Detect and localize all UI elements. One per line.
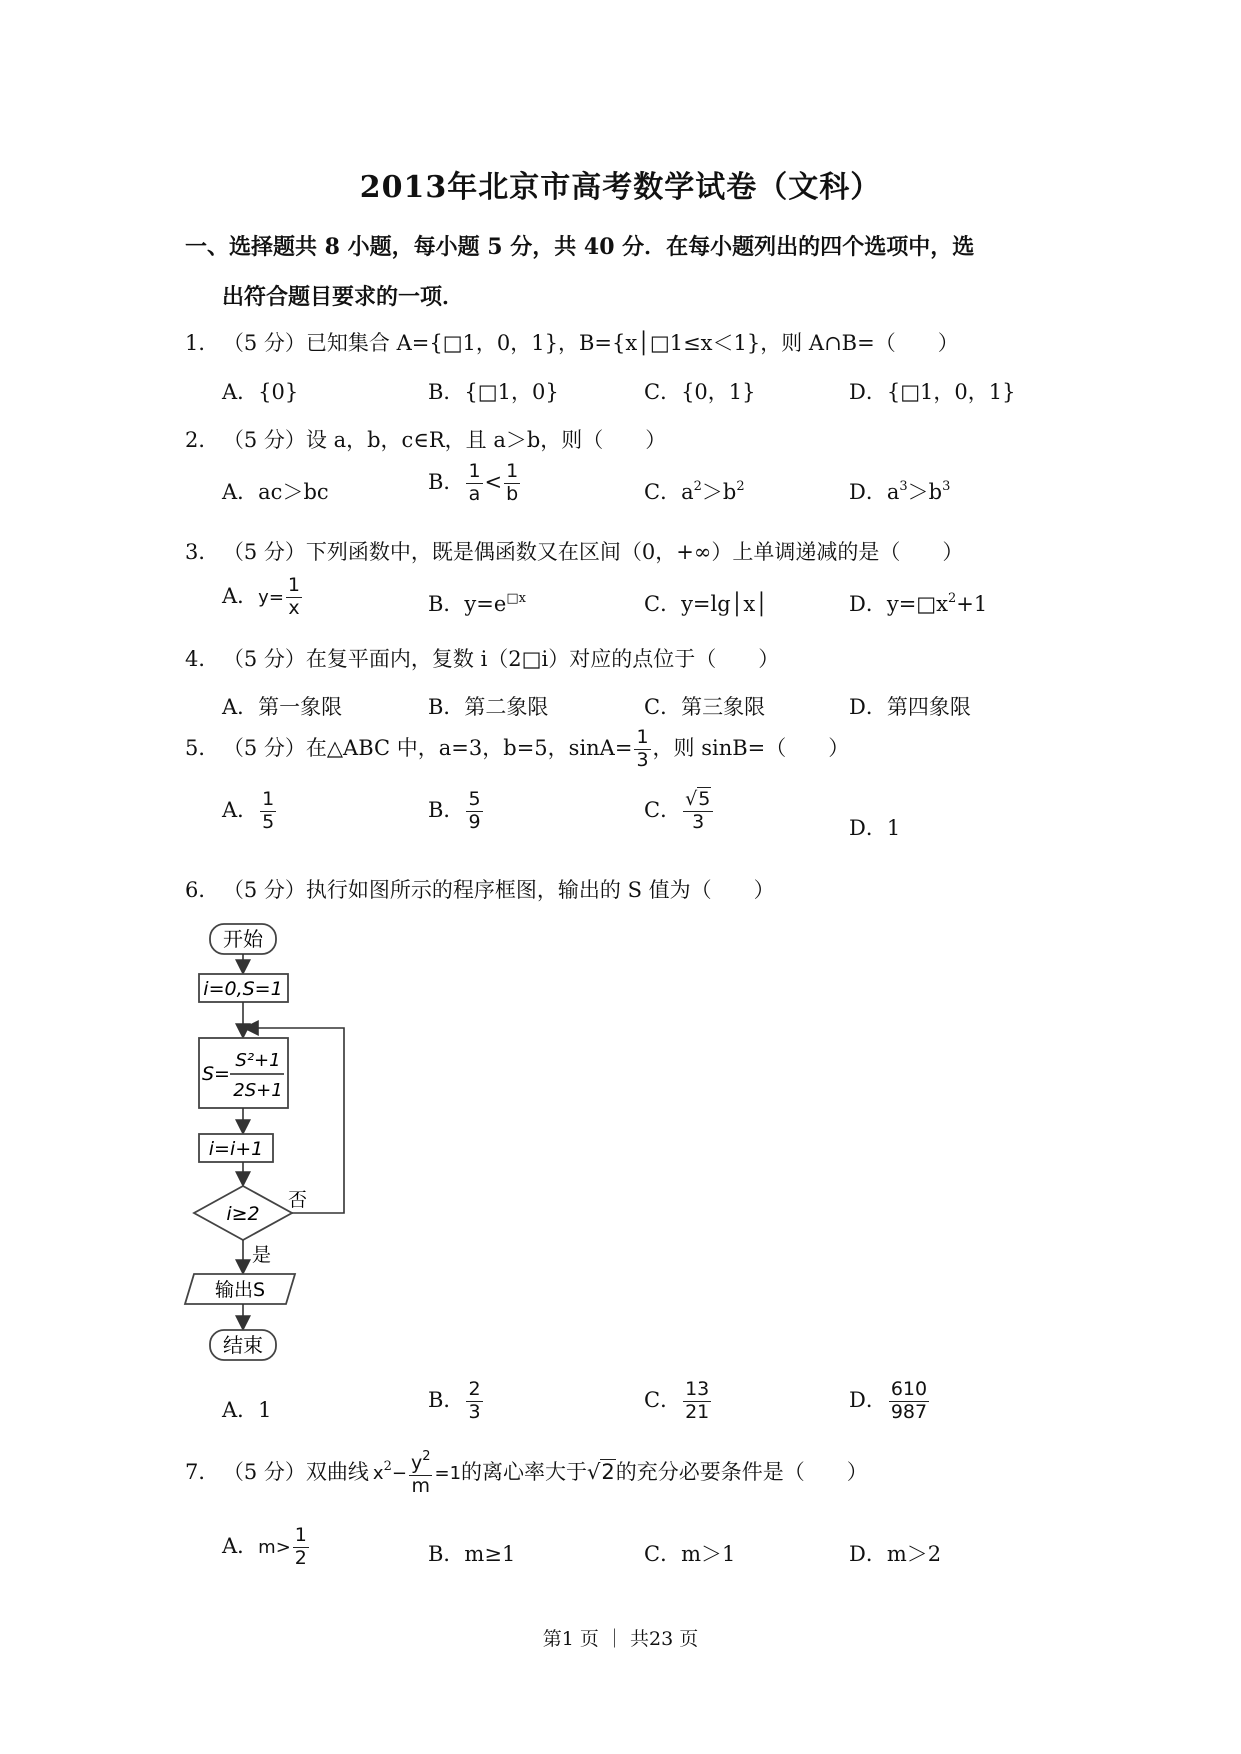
numerator: 1 <box>287 574 300 596</box>
question-text: （5 分）已知集合 A={□1，0，1}，B={x│□1≤x＜1}，则 A∩B=（ ） <box>233 331 959 355</box>
option-label: B． <box>428 469 465 494</box>
q1-option-d: D．{□1，0，1} <box>849 380 1016 404</box>
fraction <box>466 1380 482 1423</box>
q7-option-c: C．m＞1 <box>644 1542 736 1566</box>
numerator: 1 <box>262 788 275 810</box>
flow-end-label: 结束 <box>223 1333 263 1357</box>
denominator: 5 <box>262 810 275 833</box>
q6-option-c <box>644 1380 713 1423</box>
exponent: □x <box>506 591 526 606</box>
fraction <box>889 1380 929 1423</box>
denominator: 2 <box>294 1546 307 1569</box>
question-text: （5 分）双曲线 <box>233 1459 369 1484</box>
q5-option-b <box>428 790 485 833</box>
flow-start-label: 开始 <box>223 927 263 951</box>
math-operator: − <box>391 1462 407 1484</box>
question-text: （5 分）在复平面内，复数 i（2□i）对应的点位于（ ） <box>233 647 780 671</box>
q3-option-b <box>428 588 526 618</box>
exponent: 2 <box>693 479 702 494</box>
exponent: 2 <box>383 1458 392 1474</box>
option-text: D．a <box>849 480 900 504</box>
math-term: x <box>372 1462 384 1484</box>
q3-option-a <box>222 576 304 619</box>
radicand: 2 <box>601 1459 615 1484</box>
option-text: y= <box>258 586 284 608</box>
q2-option-d <box>849 476 950 506</box>
fraction <box>260 790 276 833</box>
q3-option-c: C．y=lg│x│ <box>644 592 768 616</box>
page-title: 2013年北京市高考数学试卷（文科） <box>359 170 882 205</box>
numerator <box>409 1450 433 1476</box>
q4-option-b: B．第二象限 <box>428 695 549 719</box>
question-text: （5 分）在△ABC 中，a=3，b=5，sinA= <box>233 735 633 760</box>
q7-option-a <box>222 1526 311 1569</box>
q5-option-c <box>644 790 715 833</box>
denominator: 21 <box>685 1400 710 1423</box>
relation: < <box>484 469 503 494</box>
flow-update-numerator: S²+1 <box>235 1050 281 1071</box>
option-label: C． <box>644 1387 682 1412</box>
fraction <box>634 728 650 771</box>
option-text: C．a <box>644 480 694 504</box>
numerator: 5 <box>468 788 481 810</box>
question-text: （5 分）设 a，b，c∈R，且 a＞b，则（ ） <box>233 428 667 452</box>
q4-option-d: D．第四象限 <box>849 695 971 719</box>
question-7 <box>185 1450 868 1497</box>
exponent: 2 <box>422 1449 431 1464</box>
option-text: ＞b <box>907 480 943 504</box>
option-text: +1 <box>956 592 988 616</box>
section-heading-line2: 出符合题目要求的一项． <box>222 284 465 310</box>
question-4 <box>185 643 779 673</box>
q1-option-a: A．{0} <box>222 380 299 404</box>
program-flowchart <box>180 920 380 1372</box>
option-label: A． <box>222 797 259 822</box>
flow-update-lhs: S= <box>202 1063 230 1085</box>
sqrt-expression: √2 <box>587 1459 615 1484</box>
question-text: 的充分必要条件是（ ） <box>615 1459 868 1484</box>
q6-option-b <box>428 1380 485 1423</box>
math-equals: =1 <box>434 1462 462 1484</box>
option-label: B． <box>428 1387 465 1412</box>
question-1 <box>185 327 959 357</box>
fraction <box>683 790 713 833</box>
q7-option-b: B．m≥1 <box>428 1542 516 1566</box>
q1-option-b: B．{□1，0} <box>428 380 559 404</box>
flow-update-denominator: 2S+1 <box>233 1080 283 1101</box>
q6-option-a: A．1 <box>222 1398 272 1422</box>
flow-init-label: i=0,S=1 <box>203 978 283 1000</box>
q2-option-a: A．ac＞bc <box>222 480 329 504</box>
option-text: m> <box>258 1536 291 1558</box>
option-label: A． <box>222 1533 259 1558</box>
denominator: 3 <box>692 810 705 833</box>
option-text: D．y=□x <box>849 592 948 616</box>
fraction <box>466 462 482 505</box>
q2-option-b <box>428 462 522 505</box>
exponent: 2 <box>736 479 745 494</box>
page-footer: 第1 页 ｜ 共23 页 <box>542 1628 699 1650</box>
section-heading-line1: 一、选择题共 8 小题，每小题 5 分，共 40 分．在每小题列出的四个选项中，选 <box>185 234 975 260</box>
q6-option-d <box>849 1380 931 1423</box>
exponent: 2 <box>947 591 957 606</box>
question-text: ，则 sinB=（ ） <box>652 735 850 760</box>
question-5 <box>185 728 849 771</box>
numerator: 2 <box>468 1378 481 1400</box>
numerator-base: y <box>410 1452 423 1474</box>
flow-increment-label: i=i+1 <box>208 1138 264 1160</box>
option-text: ＞b <box>701 480 737 504</box>
numerator: √5 <box>683 790 713 812</box>
question-text: （5 分）执行如图所示的程序框图，输出的 S 值为（ ） <box>233 878 775 902</box>
denominator: x <box>288 596 300 619</box>
question-6 <box>185 874 775 904</box>
radicand: 5 <box>698 788 711 810</box>
denominator: a <box>468 482 481 505</box>
option-label: A． <box>222 583 259 608</box>
question-3 <box>185 536 963 566</box>
denominator: b <box>506 482 519 505</box>
question-number: 4． <box>185 647 220 671</box>
q4-option-a: A．第一象限 <box>222 695 343 719</box>
fraction <box>409 1450 433 1497</box>
flow-decision-label: i≥2 <box>226 1203 260 1225</box>
fraction <box>293 1526 309 1569</box>
q7-option-d: D．m＞2 <box>849 1542 942 1566</box>
question-number: 6． <box>185 878 220 902</box>
denominator: 987 <box>890 1400 928 1423</box>
numerator: 1 <box>468 460 481 482</box>
q2-option-c <box>644 476 745 506</box>
question-text: 的离心率大于 <box>461 1459 588 1484</box>
flow-yes-label: 是 <box>252 1244 272 1266</box>
flow-output-label: 输出S <box>214 1279 266 1301</box>
numerator: 1 <box>506 460 519 482</box>
numerator: 610 <box>890 1378 928 1400</box>
question-number: 7． <box>185 1459 220 1484</box>
question-number: 3． <box>185 540 220 564</box>
denominator: m <box>411 1474 430 1497</box>
q3-option-d <box>849 588 987 618</box>
flow-no-label: 否 <box>288 1189 308 1211</box>
q5-option-a <box>222 790 278 833</box>
denominator: 9 <box>468 810 481 833</box>
q1-option-c: C．{0，1} <box>644 380 756 404</box>
fraction <box>466 790 482 833</box>
question-text: （5 分）下列函数中，既是偶函数又在区间（0，+∞）上单调递减的是（ ） <box>233 540 964 564</box>
question-number: 5． <box>185 735 220 760</box>
question-number: 2． <box>185 428 220 452</box>
option-label: B． <box>428 797 465 822</box>
q5-option-d: D．1 <box>849 816 901 840</box>
question-2 <box>185 424 666 454</box>
option-label: C． <box>644 797 682 822</box>
question-number: 1． <box>185 331 220 355</box>
fraction <box>286 576 302 619</box>
exponent: 3 <box>942 479 951 494</box>
numerator: 1 <box>636 726 649 748</box>
denominator: 3 <box>468 1400 481 1423</box>
numerator: 1 <box>294 1524 307 1546</box>
q4-option-c: C．第三象限 <box>644 695 766 719</box>
option-label: D． <box>849 1387 887 1412</box>
fraction <box>683 1380 711 1423</box>
exponent: 3 <box>899 479 908 494</box>
numerator: 13 <box>685 1378 710 1400</box>
denominator: 3 <box>636 748 649 771</box>
option-text: B．y=e <box>428 592 507 616</box>
fraction <box>504 462 520 505</box>
